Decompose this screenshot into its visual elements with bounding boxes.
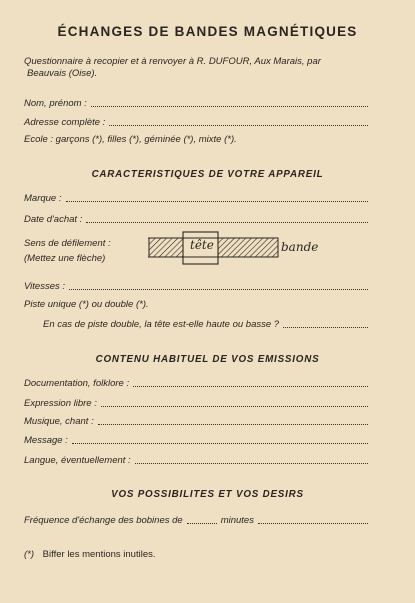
field-frequence-minutes-line (187, 522, 217, 524)
field-expression (24, 395, 368, 409)
field-date-achat-label: Date d'achat : (24, 214, 83, 225)
field-expression-label: Expression libre : (24, 398, 97, 409)
field-marque-line (66, 200, 369, 202)
field-frequence-line (258, 522, 368, 524)
page-title: ÉCHANGES DE BANDES MAGNÉTIQUES (57, 24, 358, 39)
field-documentation-label: Documentation, folklore : (24, 378, 130, 389)
tape-label: bande (281, 240, 319, 254)
field-adresse (24, 114, 368, 128)
field-date-achat (24, 211, 368, 225)
tape-right-hatch (218, 238, 278, 257)
footnote-mark: (*) (24, 549, 35, 560)
field-piste-double (43, 316, 368, 330)
field-date-achat-line (86, 221, 368, 223)
field-frequence-unit: minutes (220, 515, 254, 526)
tape-left-hatch (149, 238, 183, 257)
sens-line-1: Sens de défilement : (24, 238, 111, 249)
field-expression-line (101, 405, 368, 407)
intro-line-2: Beauvais (Oise). (27, 68, 98, 79)
field-vitesses-label: Vitesses : (24, 281, 66, 292)
field-message-line (72, 442, 368, 444)
field-vitesses-line (69, 288, 368, 290)
footnote (24, 549, 156, 560)
field-piste-double-label: En cas de piste double, la tête est-elle haute ou basse ? (43, 319, 280, 330)
field-ecole: Ecole : garçons (*), filles (*), géminée (*), mixte (*). (24, 134, 237, 145)
field-adresse-label: Adresse complète : (24, 117, 106, 128)
intro-text (24, 56, 374, 80)
field-message-label: Message : (24, 435, 68, 446)
section-emissions-heading: CONTENU HABITUEL DE VOS EMISSIONS (95, 354, 320, 365)
head-label: tête (190, 238, 214, 252)
field-vitesses (24, 278, 368, 292)
footnote-text: Biffer les mentions inutiles. (42, 549, 156, 560)
tape-head-diagram (146, 230, 326, 268)
field-frequence-label: Fréquence d'échange des bobines de (24, 515, 183, 526)
field-message (24, 432, 368, 446)
field-nom (24, 95, 368, 109)
field-marque-label: Marque : (24, 193, 62, 204)
field-piste: Piste unique (*) ou double (*). (24, 299, 149, 310)
field-nom-label: Nom, prénom : (24, 98, 87, 109)
field-marque (24, 190, 368, 204)
field-musique-label: Musique, chant : (24, 416, 94, 427)
field-musique-line (98, 423, 368, 425)
intro-line-1: Questionnaire à recopier et à renvoyer à R. DUFOUR, Aux Marais, par (24, 56, 321, 67)
field-adresse-line (109, 124, 368, 126)
field-documentation (24, 375, 368, 389)
field-langue-line (135, 462, 368, 464)
section-appareil-heading: CARACTERISTIQUES DE VOTRE APPAREIL (91, 169, 324, 180)
sens-line-2: (Mettez une flèche) (24, 253, 106, 264)
section-possibilites-heading: VOS POSSIBILITES ET VOS DESIRS (111, 489, 304, 500)
field-piste-double-line (283, 326, 368, 328)
sens-defilement-label (24, 236, 111, 266)
field-musique (24, 413, 368, 427)
field-nom-line (91, 105, 368, 107)
field-frequence (24, 512, 368, 526)
field-langue-label: Langue, éventuellement : (24, 455, 131, 466)
field-documentation-line (133, 385, 368, 387)
field-langue (24, 452, 368, 466)
